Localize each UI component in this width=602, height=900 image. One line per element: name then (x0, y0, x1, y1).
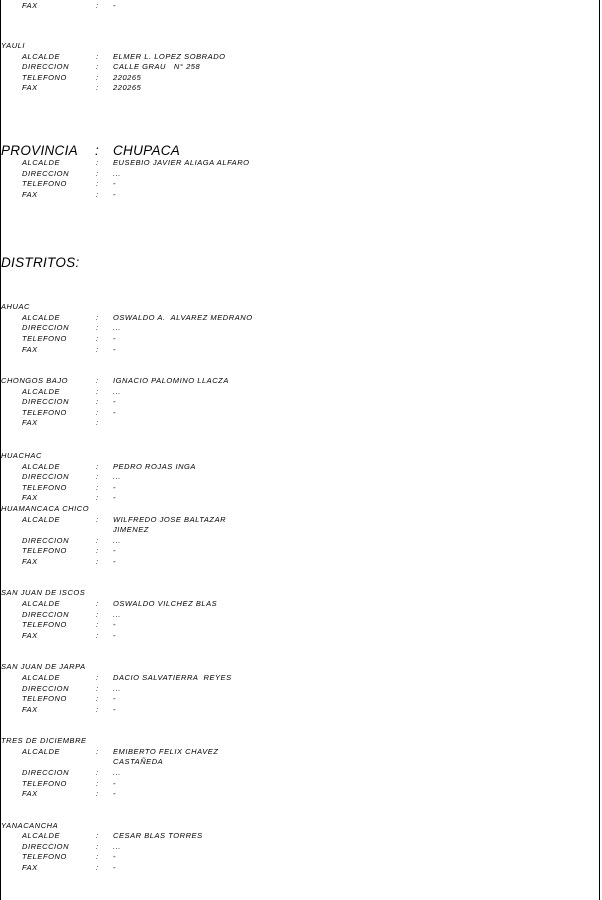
direccion-label: DIRECCION (22, 472, 70, 481)
direccion-label: DIRECCION (22, 323, 70, 332)
telefono-label: TELEFONO (22, 408, 67, 417)
direccion-label: DIRECCION (22, 768, 70, 777)
separator: : (96, 831, 99, 840)
separator: : (96, 842, 99, 851)
fax-value: - (113, 190, 117, 199)
alcalde-label: ALCALDE (22, 599, 61, 608)
telefono-label: TELEFONO (22, 73, 67, 82)
separator: : (96, 768, 99, 777)
district-name: SAN JUAN DE ISCOS (1, 588, 86, 597)
district-name: HUAMANCACA CHICO (1, 504, 90, 513)
fax-value: - (113, 631, 117, 640)
direccion-value: ... (113, 768, 121, 777)
telefono-label: TELEFONO (22, 546, 67, 555)
telefono-value: - (113, 179, 117, 188)
fax-label: FAX (22, 345, 38, 354)
separator: : (96, 599, 99, 608)
fax-value: - (113, 345, 117, 354)
direccion-value: ... (113, 169, 121, 178)
alcalde-value-line2: JIMENEZ (113, 525, 149, 534)
telefono-value: - (113, 334, 117, 343)
district-name: YAULI (1, 41, 26, 50)
separator: : (96, 610, 99, 619)
separator: : (96, 747, 99, 756)
alcalde-label: ALCALDE (22, 515, 61, 524)
separator: : (96, 515, 99, 524)
alcalde-label: ALCALDE (22, 52, 61, 61)
fax-label: FAX (22, 863, 38, 872)
telefono-label: TELEFONO (22, 694, 67, 703)
direccion-value: ... (113, 323, 121, 332)
separator: : (96, 73, 99, 82)
separator: : (96, 190, 99, 199)
direccion-value: ... (113, 684, 121, 693)
separator: : (96, 546, 99, 555)
alcalde-label: ALCALDE (22, 313, 61, 322)
direccion-label: DIRECCION (22, 397, 70, 406)
provincia-name: CHUPACA (113, 143, 181, 158)
separator: : (96, 694, 99, 703)
alcalde-value: OSWALDO VILCHEZ BLAS (113, 599, 218, 608)
telefono-label: TELEFONO (22, 334, 67, 343)
provincia-separator: : (95, 143, 100, 158)
alcalde-value: OSWALDO A. ALVAREZ MEDRANO (113, 313, 253, 322)
fax-label: FAX (22, 705, 38, 714)
direccion-value: ... (113, 610, 121, 619)
telefono-label: TELEFONO (22, 779, 67, 788)
separator: : (96, 483, 99, 492)
telefono-value: - (113, 779, 117, 788)
fax-label: FAX (22, 493, 38, 502)
distritos-heading: DISTRITOS: (1, 255, 80, 270)
direccion-value: - (113, 397, 117, 406)
district-name: YANACANCHA (1, 821, 59, 830)
separator: : (96, 631, 99, 640)
separator: : (96, 472, 99, 481)
separator: : (96, 345, 99, 354)
fax-label: FAX (22, 190, 38, 199)
telefono-value: - (113, 483, 117, 492)
telefono-value: - (113, 546, 117, 555)
fax-label: FAX (22, 631, 38, 640)
separator: : (96, 62, 99, 71)
alcalde-value: ... (113, 387, 121, 396)
fax-label: FAX (22, 1, 38, 10)
separator: : (96, 1, 99, 10)
fax-value: - (113, 863, 117, 872)
alcalde-label: ALCALDE (22, 462, 61, 471)
separator: : (96, 557, 99, 566)
separator: : (96, 705, 99, 714)
separator: : (96, 408, 99, 417)
direccion-value: ... (113, 472, 121, 481)
separator: : (96, 313, 99, 322)
district-name: AHUAC (1, 302, 31, 311)
alcalde-value: EUSEBIO JAVIER ALIAGA ALFARO (113, 158, 250, 167)
fax-value: - (113, 705, 117, 714)
telefono-value: - (113, 694, 117, 703)
separator: : (96, 387, 99, 396)
fax-label: FAX (22, 789, 38, 798)
district-name: CHONGOS BAJO (1, 376, 69, 385)
fax-value: - (113, 557, 117, 566)
alcalde-value: PEDRO ROJAS INGA (113, 462, 196, 471)
separator: : (96, 852, 99, 861)
direccion-value: ... (113, 842, 121, 851)
telefono-value: - (113, 620, 117, 629)
separator: : (96, 863, 99, 872)
separator: : (96, 789, 99, 798)
telefono-value: - (113, 408, 117, 417)
alcalde-value-line1: WILFREDO JOSE BALTAZAR (113, 515, 227, 524)
district-name: TRES DE DICIEMBRE (1, 736, 87, 745)
separator: : (96, 684, 99, 693)
direccion-label: DIRECCION (22, 62, 70, 71)
separator: : (96, 323, 99, 332)
separator: : (96, 158, 99, 167)
telefono-label: TELEFONO (22, 179, 67, 188)
provincia-label: PROVINCIA (1, 143, 78, 158)
direccion-value: ... (113, 536, 121, 545)
separator: : (96, 418, 99, 427)
fax-label: FAX (22, 418, 38, 427)
fax-value: - (113, 789, 117, 798)
alcalde-label: ALCALDE (22, 747, 61, 756)
district-name: HUACHAC (1, 451, 42, 460)
alcalde-value: CESAR BLAS TORRES (113, 831, 203, 840)
telefono-label: TELEFONO (22, 852, 67, 861)
separator: : (96, 397, 99, 406)
separator: : (96, 376, 99, 385)
direccion-label: DIRECCION (22, 610, 70, 619)
separator: : (96, 52, 99, 61)
separator: : (96, 493, 99, 502)
separator: : (96, 673, 99, 682)
fax-label: FAX (22, 83, 38, 92)
fax-value: - (113, 1, 117, 10)
fax-label: FAX (22, 557, 38, 566)
alcalde-value: ELMER L. LOPEZ SOBRADO (113, 52, 226, 61)
telefono-value: - (113, 852, 117, 861)
direccion-label: DIRECCION (22, 169, 70, 178)
fax-value: - (113, 493, 117, 502)
district-name: SAN JUAN DE JARPA (1, 662, 86, 671)
alcalde-value: DACIO SALVATIERRA REYES (113, 673, 232, 682)
direccion-label: DIRECCION (22, 684, 70, 693)
separator: : (96, 779, 99, 788)
separator: : (96, 334, 99, 343)
telefono-label: TELEFONO (22, 483, 67, 492)
alcalde-value-line2: CASTAÑEDA (113, 757, 164, 766)
separator: : (96, 536, 99, 545)
separator: : (96, 83, 99, 92)
telefono-value: 220265 (113, 73, 142, 82)
direccion-label: DIRECCION (22, 842, 70, 851)
separator: : (96, 179, 99, 188)
separator: : (96, 169, 99, 178)
direccion-value: CALLE GRAU N° 258 (113, 62, 201, 71)
separator: : (96, 462, 99, 471)
alcalde-name-value: IGNACIO PALOMINO LLACZA (113, 376, 229, 385)
alcalde-label: ALCALDE (22, 673, 61, 682)
fax-value: 220265 (113, 83, 142, 92)
direccion-label: DIRECCION (22, 536, 70, 545)
telefono-label: TELEFONO (22, 620, 67, 629)
alcalde-label: ALCALDE (22, 158, 61, 167)
separator: : (96, 620, 99, 629)
alcalde-label: ALCALDE (22, 831, 61, 840)
alcalde-value-line1: EMIBERTO FELIX CHAVEZ (113, 747, 219, 756)
alcalde-label: ALCALDE (22, 387, 61, 396)
